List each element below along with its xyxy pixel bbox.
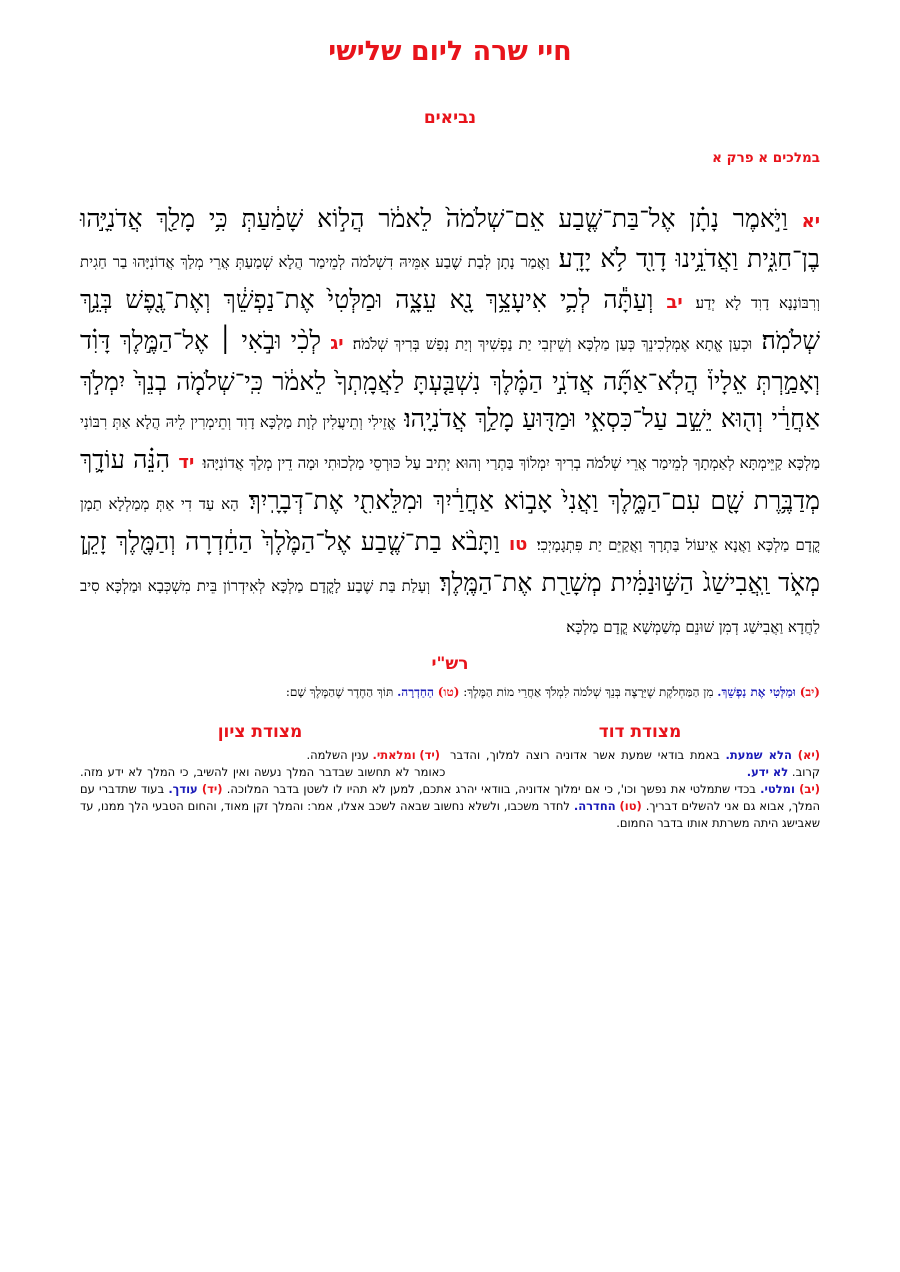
tzion-lemma: ומלאתי. [372,748,416,762]
targum-text: וַאֲמַר נָתָן לְבַת שֶׁבַע אִמֵּיהּ דִשְׁלֹמֹה לְמֵימַר הֲלָא שְׁמַעַתְּ אֲרֵי מְלַךְ אֲדוֹנִיָּהוּ בַר חַגִית וְרִבּוֹנָנָא דָוִד לָא יְדַע׃ [80,253,820,312]
section-title: נביאים [423,108,477,128]
rashi-verse-number: (יב) [799,685,820,699]
verses-block [80,200,820,646]
tzion-text: ענין השלמה. [306,748,369,762]
metzudat-tzion-heading: מצודת ציון [217,722,303,742]
dovid-text: בעוד שתדברי עם המלך, אבוא גם אני להשלים דבריך. [80,782,821,813]
rashi-verse-number: (טו) [437,685,460,699]
verse-text: לְכִ֨י וּבֹ֣אִי ׀ אֶל־הַמֶּ֣לֶךְ דָּוִ֗ד וְאָמַ֣רְתְּ אֵלָיו֒ הֲלֹֽא־אַתָּ֞ה אֲדֹנִ֣י הַמֶּ֗לֶךְ נִשְׁבַּ֤עְתָּ לַאֲמָֽתְךָ֙ לֵאמֹ֔ר כִּֽי־שְׁלֹמֹ֤ה בְנֵךְ֙ יִמְלֹ֣ךְ אַחֲרַ֔י וְה֖וּא יֵשֵׁ֣ב עַל־כִּסְאִ֑י וּמַדּ֖וּעַ מָלַ֥ךְ אֲדֹנִיָֽהוּ׃ [80,326,820,433]
targum-text: אֱזֵילִי וְתֵיעֲלִין לְוָת מַלְכָּא דָוִד וְתֵימְרִין לֵיהּ הֲלָא אַתְּ רִבּוֹנִי מַלְכָּא קַיֵּימְתָּא לְאַמְתָךְ לְמֵימַר אֲרֵי שְׁלֹמֹה בְרִיךְ יִמְלוֹךְ בַּתְרַי וְהוּא יְתִיב עַל כּוּרְסֵי מַלְכוּתִי וּמָה דֵין מְלַךְ אֲדוֹנִיָּהוּ׃ [80,413,820,472]
verse-text: וְעַתָּ֕ה לְכִ֛י אִיעָצֵ֥ךְ נָ֖א עֵצָ֑ה וּמַלְּטִי֙ אֶת־נַפְשֵׁ֔ךְ וְאֶת־נֶ֖פֶשׁ בְּנֵ֥ךְ שְׁלֹמֹֽה׃ [80,285,821,355]
verse-text: וַיֹּ֣אמֶר נָתָ֗ן אֶל־בַּת־שֶׁ֤בַע אֵם־שְׁלֹמֹה֙ לֵאמֹ֔ר הֲל֣וֹא שָׁמַ֔עַתְּ כִּ֥י מָלַ֖ךְ אֲדֹנִיָּ֣הוּ בֶן־חַגִּ֑ית וַאֲדֹנֵ֥ינוּ דָוִ֖ד לֹ֥א יָדָֽע׃ [80,204,820,273]
verse-number: יא [801,211,820,232]
rashi-text: מִן הַמַּחְלֹקֶת שֶׁיֵּרָצֶה בְּנֵךְ שְׁלֹמֹה לִמְלֹךְ אַחֲרֵי מוֹת הַמֶּלֶךְ: [463,685,714,699]
dovid-lemma: עודך. [168,782,198,796]
rashi-lemma: הַחַדְרָה. [397,685,434,699]
rashi-body [80,683,820,701]
dovid-verse-number: (יד) [201,782,223,796]
dovid-lemma: ומלטי. [760,782,795,796]
dovid-text: כאומר לא תחשוב שבדבר המלך נעשה ואין להשיב, כי המלך לא ידע מזה. [80,765,446,779]
chapter-reference: במלכים א פרק א [712,150,820,166]
dovid-lemma: הלא שמעת. [725,748,792,762]
metzudat-dovid-heading: מצודת דוד [598,722,682,742]
dovid-text: בכדי שתמלטי את נפשך וכו', כי אם ימלוך אדוניה, בוודאי יהרג אתכם, למען לא תהיו לו לשטן בדבר המלוכה. [226,782,756,796]
verse-text: וַתָּבֹ֨א בַת־שֶׁ֤בַע אֶל־הַמֶּ֙לֶךְ֙ הַחַ֔דְרָה וְהַמֶּ֖לֶךְ זָקֵ֣ן מְאֹ֑ד וַֽאֲבִישַׁג֙ הַשּׁ֣וּנַמִּ֔ית מְשָׁרַ֖ת אֶת־הַמֶּֽלֶךְ׃ [80,527,820,597]
dovid-text: לחדר משכבו, ולשלא נחשוב שבאה לשכב אצלו, אמר: והמלך זקן מאוד, והחום הטבעי הלך ממנו, עד שאבישג היתה משרתת אותו בדבר החמום. [80,799,820,830]
targum-text: וְעָלַת בַּת שֶׁבַע לָקֳדָם מַלְכָּא לְאִידְרוֹן בֵּית מִשְׁכְּבָא וּמַלְכָּא סִיב לַחֲדָא וַאֲבִישַׁג דְמִן שׁוּנֵם מְשַׁמְשָׁא קֳדָם מַלְכָּא׃ [80,577,820,636]
rashi-text: תּוֹךְ הַחֶדֶר שֶׁהַמֶּלֶךְ שָׁם: [285,685,394,699]
dovid-text: באמת בודאי שמעת אשר אדוניה רוצה למלוך, והדבר קרוב. [450,748,821,779]
dovid-lemma: החדרה. [573,799,616,813]
verse-text: הִנֵּ֗ה עוֹדָ֛ךְ מְדַבֶּ֥רֶת שָׁ֖ם עִם־הַמֶּ֑לֶךְ וַאֲנִי֙ אָב֣וֹא אַחֲרַ֔יִךְ וּמִלֵּאתִ֖י אֶת־דְּבָרָֽיִךְ׃ [80,445,820,515]
verse-number: יג [330,333,344,354]
rashi-heading: רש"י [431,654,469,674]
tzion-verse-number: (יד) [419,748,440,762]
verse-number: יב [666,292,683,313]
rashi-lemma: וּמַלְּטִי אֶת נַפְשֵׁךְ. [717,685,796,699]
targum-text: הָא עַד דִי אַתְּ מְמַלְלָא תַמָן קֳדָם מַלְכָּא וַאֲנָא אֵיעוֹל בַּתְרָךְ וַאֲקַיֵּם יַת פִּתְגָמָיְכִי׃ [80,495,820,554]
targum-text: וּכְעַן אֱתָא אֶמְלְכִינֵךְ כְּעַן מַלְכָּא וְשֵׁיזְבִי יַת נַפְשִׁיךְ וְיַת נְפַשׁ בְּרִיךְ שְׁלֹמֹה׃ [352,335,753,353]
dovid-verse-number: (יא) [797,748,821,762]
verse-number: יד [178,452,195,473]
page-title: חיי שרה ליום שלישי [328,36,572,67]
dovid-verse-number: (יב) [799,782,820,796]
dovid-lemma: לא ידע. [746,765,789,779]
verse-number: טו [509,534,528,555]
metzudat-dovid-body [80,747,820,832]
dovid-verse-number: (טו) [619,799,642,813]
